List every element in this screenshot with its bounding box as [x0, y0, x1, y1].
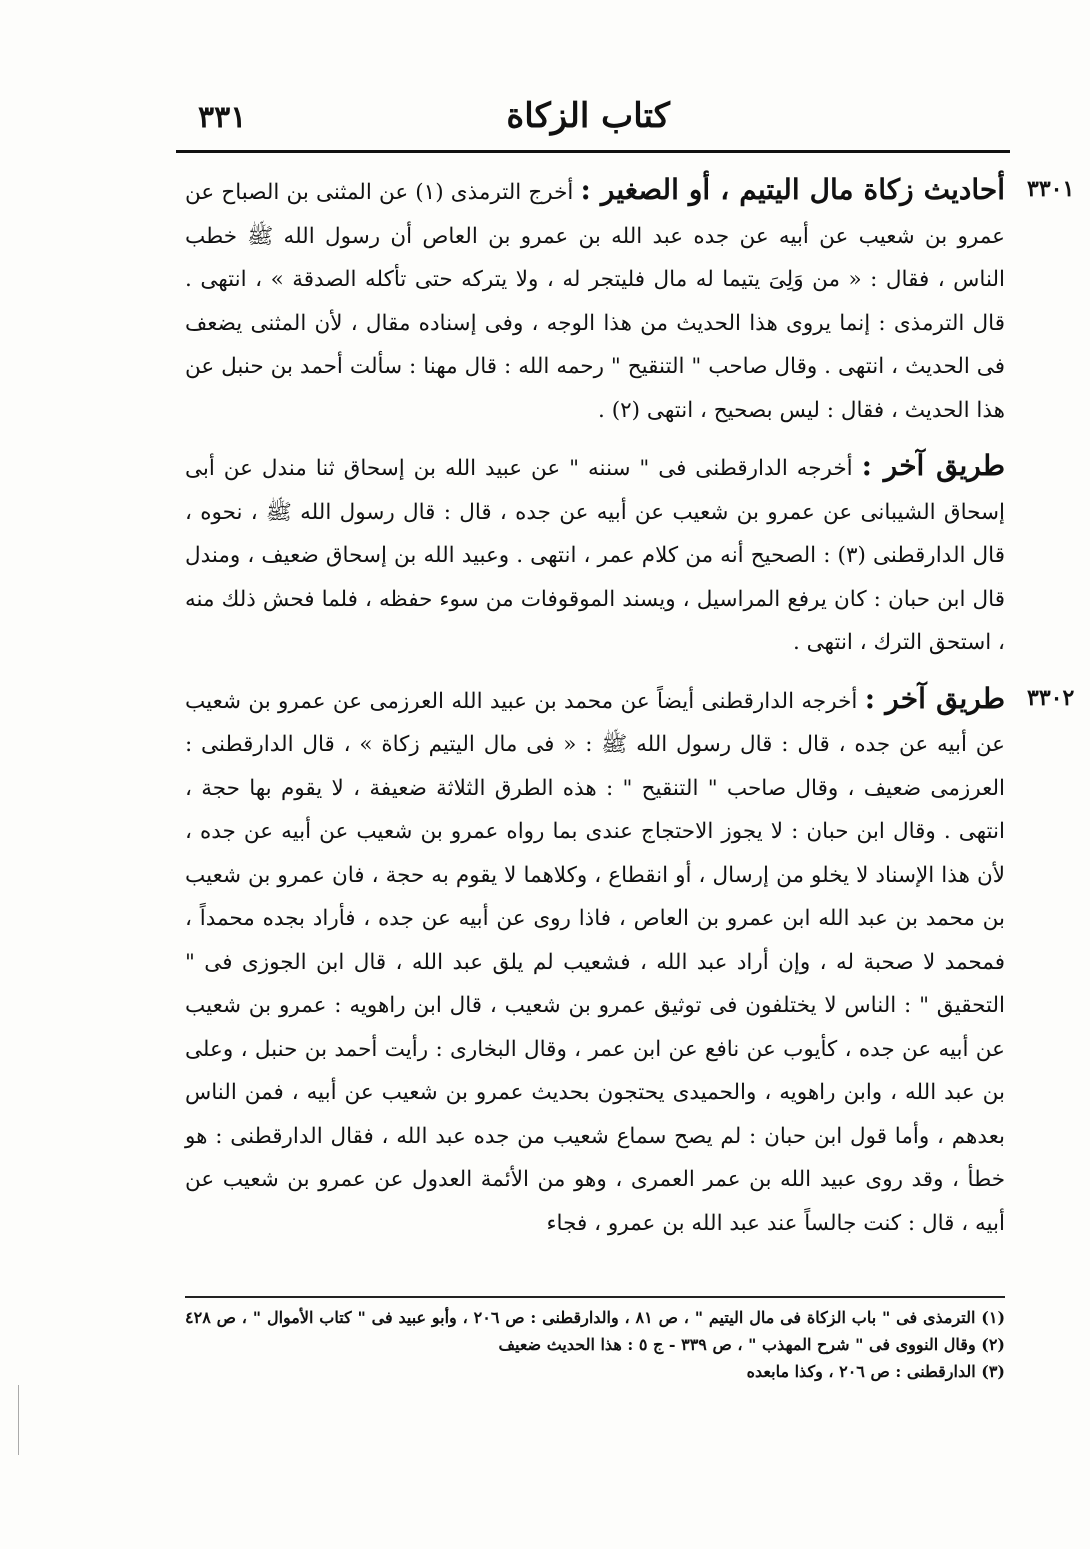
hadith-paragraph	[185, 168, 1075, 432]
section-lead: طريق آخر :	[861, 449, 1005, 482]
footnote: (٣) الدارقطنى : ص ٢٠٦ ، وكذا مابعده	[746, 1362, 1005, 1381]
paragraph-text: أخرجه الدارقطنى أيضاً عن محمد بن عبيد الله العرزمى عن عمرو بن شعيب عن أبيه عن جده ، قال : قال رسول الله ﷺ : « فى مال اليتيم زكاة » ، قال الدارقطنى : العرزمى ضعيف ، وقال صاحب " التنقيح " : هذه الطرق الثلاثة ضعيفة ، لا يقوم بها حجة ، انتهى . وقال ابن حبان : لا يجوز الاحتجاج عندى بما رواه عمرو بن شعيب عن أبيه عن جده ، لأن هذا الإسناد لا يخلو من إرسال ، أو انقطاع ، وكلاهما لا يقوم به حجة ، فان عمرو بن شعيب بن محمد بن عبد الله ابن عمرو بن العاص ، فاذا روى عن أبيه عن جده ، فأراد بجده محمداً ، فمحمد لا صحبة له ، وإن أراد عبد الله ، فشعيب لم يلق عبد الله ، قال ابن الجوزى فى " التحقيق " : الناس لا يختلفون فى توثيق عمرو بن شعيب ، قال ابن راهويه : عمرو بن شعيب عن أبيه عن جده ، كأيوب عن نافع عن ابن عمر ، وقال البخارى : رأيت أحمد بن حنبل ، وعلى بن عبد الله ، وابن راهويه ، والحميدى يحتجون بحديث عمرو بن شعيب عن أبيه ، فمن الناس بعدهم ، وأما قول ابن حبان : لم يصح سماع شعيب من جده عبد الله ، فقال الدارقطنى : هو خطأ ، وقد روى عبيد الله بن عمر العمرى ، وهو من الأئمة العدول عن عمرو بن شعيب عن أبيه ، قال : كنت جالساً عند عبد الله بن عمرو ، فجاء	[185, 688, 1005, 1236]
scan-margin-mark	[18, 1385, 19, 1455]
chapter-title: كتاب الزكاة	[506, 96, 670, 136]
footnote: (١) الترمذى فى " باب الزكاة فى مال اليتيم " ، ص ٨١ ، والدارقطنى : ص ٢٠٦ ، وأبو عبيد فى " كتاب الأموال " ، ص ٤٢٨ (٢) وقال النووى فى " شرح المهذب " ، ص ٣٣٩ - ج ٥ : هذا الحديث ضعيف	[185, 1308, 1006, 1354]
footnotes	[185, 1304, 1005, 1385]
hadith-paragraph	[185, 444, 1005, 665]
paragraph-text: أخرج الترمذى (١) عن المثنى بن الصباح عن عمرو بن شعيب عن أبيه عن جده عبد الله بن عمرو بن العاص أن رسول الله ﷺ خطب الناس ، فقال : « من وَلِىَ يتيما له مال فليتجر له ، ولا يتركه حتى تأكله الصدقة » ، انتهى . قال الترمذى : إنما يروى هذا الحديث من هذا الوجه ، وفى إسناده مقال ، لأن المثنى يضعف فى الحديث ، انتهى . وقال صاحب " التنقيح " رحمه الله : قال مهنا : سألت أحمد بن حنبل عن هذا الحديث ، فقال : ليس بصحيح ، انتهى (٢) .	[185, 180, 1005, 423]
section-lead: أحاديث زكاة مال اليتيم ، أو الصغير :	[580, 173, 1005, 206]
hadith-paragraph	[185, 677, 1075, 1246]
main-text	[185, 168, 1075, 1245]
footnote-rule	[185, 1296, 1005, 1298]
page-number: ٣٣١	[198, 100, 247, 135]
running-header	[180, 96, 1010, 148]
header-rule	[176, 150, 1010, 153]
section-lead: طريق آخر :	[864, 681, 1005, 715]
paragraph-text: أخرجه الدارقطنى فى " سننه " عن عبيد الله بن إسحاق ثنا مندل عن أبى إسحاق الشيبانى عن عمرو بن شعيب عن أبيه عن جده ، قال : قال رسول الله ﷺ ، نحوه ، قال الدارقطنى (٣) : الصحيح أنه من كلام عمر ، انتهى . وعبيد الله بن إسحاق ضعيف ، ومندل قال ابن حبان : كان يرفع المراسيل ، ويسند الموقوفات من سوء حفظه ، فلما فحش ذلك منه ، استحق الترك ، انتهى .	[185, 456, 1006, 655]
hadith-number: ٣٣٠١	[1027, 176, 1075, 202]
hadith-number: ٣٣٠٢	[1027, 684, 1075, 711]
